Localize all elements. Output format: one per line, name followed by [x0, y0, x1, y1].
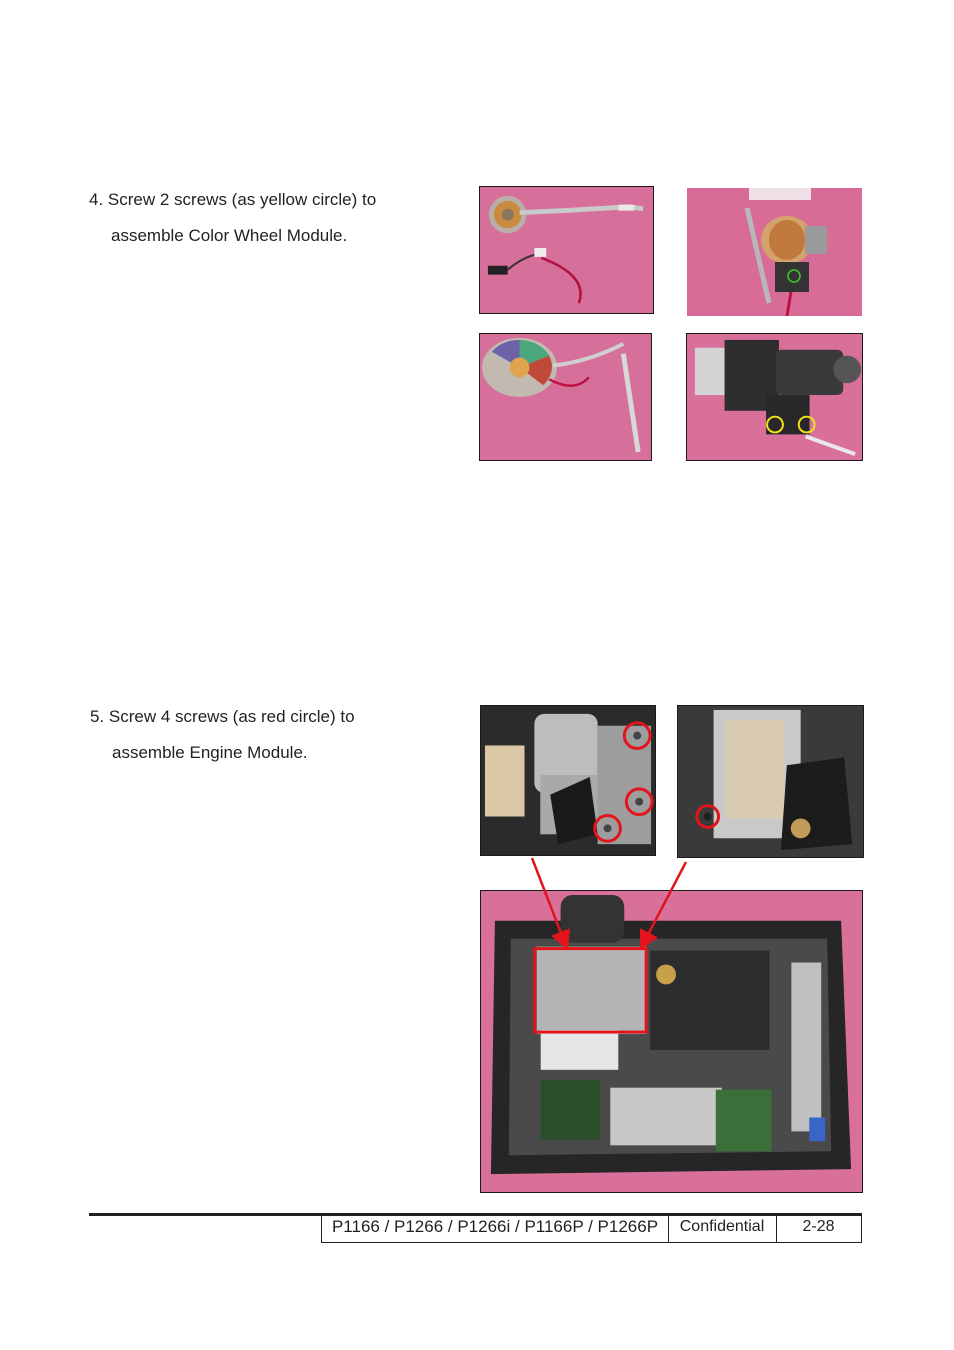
step-4-line-1: Screw 2 screws (as yellow circle) to: [107, 190, 377, 209]
color-wheel-parts-photo: [479, 186, 654, 314]
engine-screws-left-photo: [480, 705, 656, 856]
color-wheel-on-engine-photo: [686, 333, 863, 461]
color-wheel-module-photo: [479, 333, 652, 461]
step-4-text: [89, 182, 376, 254]
color-wheel-sensor-photo: [687, 188, 862, 316]
footer-classification: Confidential: [668, 1213, 777, 1243]
step-5-line-1: Screw 4 screws (as red circle) to: [108, 707, 355, 726]
step-4-line-2: assemble Color Wheel Module.: [111, 226, 348, 245]
step-5-text: [90, 699, 355, 771]
step-5-line-2: assemble Engine Module.: [112, 743, 308, 762]
step-4-number: 4.: [89, 190, 104, 209]
engine-screw-right-photo: [677, 705, 864, 858]
step-5-number: 5.: [90, 707, 105, 726]
engine-chassis-overview-photo: [480, 890, 863, 1193]
footer-models: P1166 / P1266 / P1266i / P1166P / P1266P: [321, 1213, 669, 1243]
footer-page-number: 2-28: [776, 1213, 862, 1243]
